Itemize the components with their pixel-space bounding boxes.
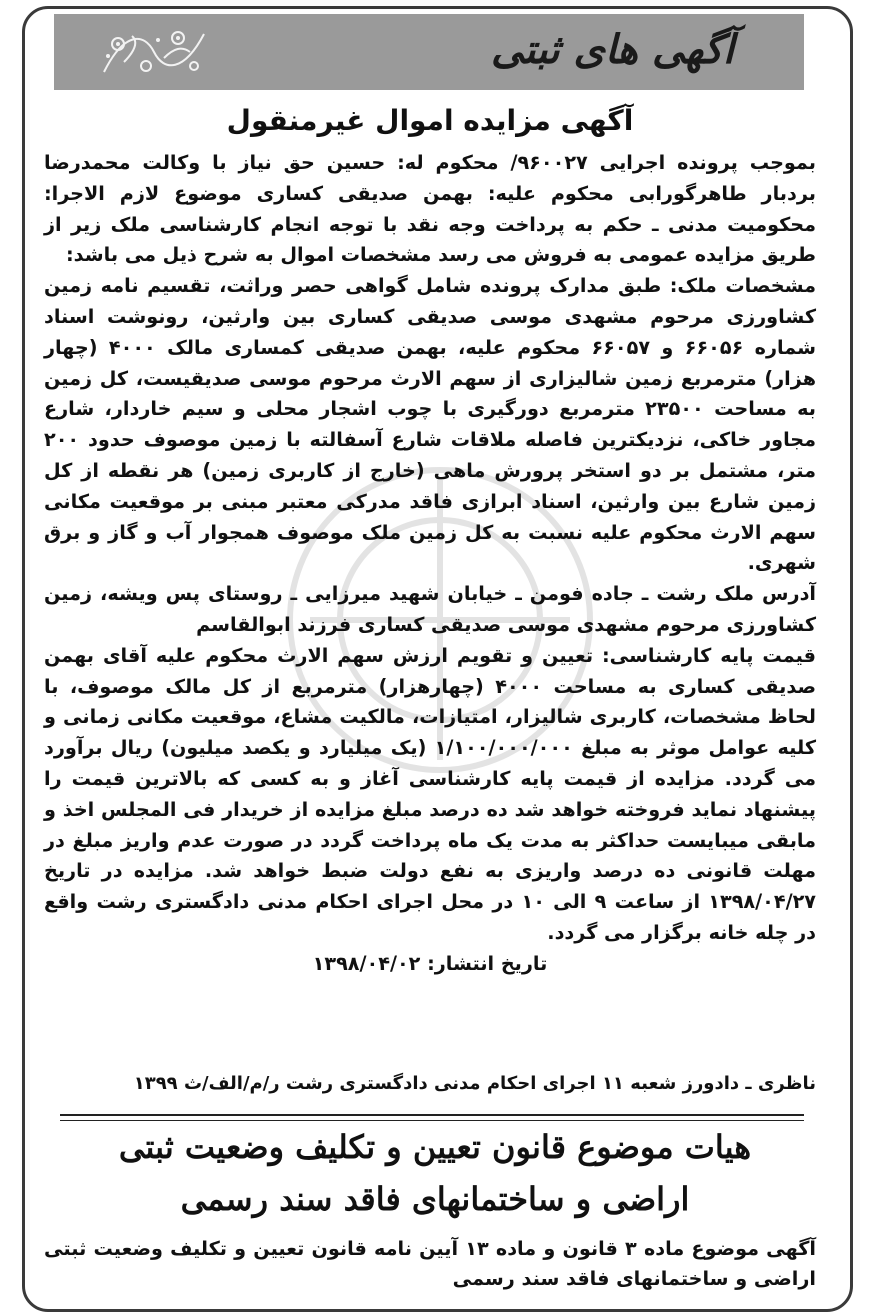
banner-title: آگهی های ثبتی	[491, 26, 734, 73]
paragraph-case-info: بموجب پرونده اجرایی ۹۶۰۰۲۷/ محکوم له: حسین حق نیاز با وکالت محمدرضا بردبار طاهرگورابی محکوم علیه: بهمن صدیقی کساری موضوع لازم الاجرا: محکومیت مدنی ـ حکم به پرداخت وجه نقد با توجه انجام کارشناسی ملک زیر از طریق مزایده عمومی به فروش می رسد مشخصات اموال به شرح ذیل می باشد:	[44, 151, 817, 267]
second-notice-intro: آگهی موضوع ماده ۳ قانون و ماده ۱۳ آیین نامه قانون تعیین و تکلیف وضعیت ثبتی اراضی و ساختمانهای فاقد سند رسمی	[44, 1237, 816, 1290]
second-notice-title-line1: هیات موضوع قانون تعیین و تکلیف وضعیت ثبتی	[118, 1128, 752, 1166]
paragraph-base-price: قیمت پایه کارشناسی: تعیین و تقویم ارزش سهم الارث محکوم علیه آقای بهمن صدیقی کساری به مساحت ۴۰۰۰ (چهارهزار) مترمربع از کل مالک موصوف، با لحاظ مشخصات، کاربری شالیزار، امتیازات، مالکیت مشاع، موقعیت مکانی زمانی و کلیه عوامل موثر به مبلغ ۱/۱۰۰/۰۰۰/۰۰۰ (یک میلیارد و یکصد میلیون) ریال برآورد می گردد. مزایده از قیمت پایه کارشناسی آغاز و به کسی که بالاترین قیمت را پیشنهاد نماید فروخته خواهد شد ده درصد مبلغ مزایده از خریدار فی المجلس اخذ و مابقی میبایست حداکثر به مدت یک ماه پرداخت گردد در صورت عدم واریز مبلغ در مهلت قانونی ده درصد واریزی به نفع دولت ضبط خواهد شد. مزایده در تاریخ ۱۳۹۸/۰۴/۲۷ از ساعت ۹ الی ۱۰ در محل اجرای احکام مدنی دادگستری رشت واقع در چله خانه برگزار می گردد.	[44, 643, 817, 944]
divider	[60, 1114, 804, 1116]
second-notice-title-line2: اراضی و ساختمانهای فاقد سند رسمی	[180, 1180, 690, 1218]
section-banner	[54, 14, 804, 90]
notice-title: آگهی مزایده اموال غیرمنقول	[226, 104, 634, 137]
floral-ornament-icon	[94, 22, 214, 82]
publish-date: تاریخ انتشار: ۱۳۹۸/۰۴/۰۲	[312, 951, 548, 975]
paragraph-address: آدرس ملک رشت ـ جاده فومن ـ خیابان شهید میرزایی ـ روستای پس ویشه، زمین کشاورزی مرحوم مشهدی موسی صدیقی کساری فرزند ابوالقاسم	[44, 582, 816, 636]
notice-body	[44, 148, 816, 980]
paragraph-property-specs: مشخصات ملک: طبق مدارک پرونده شامل گواهی حصر وراثت، تقسیم نامه زمین کشاورزی مرحوم مشهدی موسی صدیقی کساری بین وارثین، رونوشت اسناد شماره ۶۶۰۵۶ و ۶۶۰۵۷ محکوم علیه، بهمن صدیقی کمساری مالک ۴۰۰۰ (چهار هزار) مترمربع زمین شالیزاری از سهم الارث مرحوم موسی صدیقیست، کل زمین به مساحت ۲۳۵۰۰ مترمربع دورگیری با چوب اشجار محلی و سیم خاردار، شارع مجاور خاکی، نزدیکترین فاصله ملاقات شارع آسفالته با زمین موصوف حدود ۲۰۰ متر، مشتمل بر دو استخر پرورش ماهی (خارج از کاربری زمین) هر نقطه از کل زمین شارع بین وارثین، اسناد ابرازی فاقد مدرکی معتبر مبنی بر موقعیت مکانی سهم الارث محکوم علیه نسبت به کل زمین ملک موصوف همجوار آب و گاز و برق شهری.	[44, 274, 816, 575]
divider	[60, 1120, 804, 1121]
signature-line: ناظری ـ دادورز شعبه ۱۱ اجرای احکام مدنی دادگستری رشت ر/م/الف/ث ۱۳۹۹	[133, 1073, 816, 1094]
